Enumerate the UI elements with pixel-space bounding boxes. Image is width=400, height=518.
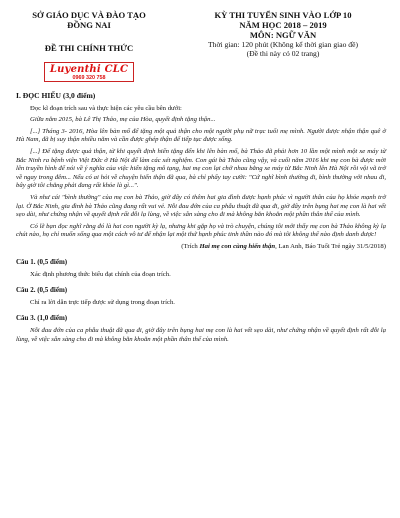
- passage-paragraph: Và như cái "bình thường" của mẹ con bà Thảo, giờ đây có thêm hai gia đình được hạnh phúc vì người thân của họ khỏe mạnh trở lại. Ở Bắc Ninh, gia đình bà Thảo cũng đang rất vui vẻ. Nỗi đau đớn của ca phẫu thuật đã qua đi, giờ đây trên bụng hai mẹ con là hai vết sẹo dài, như chứng nhận về quyết định rất đỗi lạ lùng, về việc sẵn sàng cho đi mà không băn khoăn một phần thân thể của mình.: [16, 193, 386, 219]
- luyenthi-logo: [44, 62, 134, 82]
- time-allowed: Thời gian: 120 phút (Không kể thời gian giao đề): [208, 40, 358, 49]
- instruction-text: Đọc kĩ đoạn trích sau và thực hiện các yêu cầu bên dưới:: [30, 104, 182, 112]
- question-text: Xác định phương thức biểu đạt chính của đoạn trích.: [30, 271, 171, 279]
- header-right: [178, 10, 388, 58]
- question-label: Câu 1. (0,5 điểm): [16, 257, 68, 266]
- passage-paragraph: [...] Để tặng được quả thận, từ khi quyết định hiến tặng đến khi lên bàn mổ, bà Thảo đã phải hơn 10 lần một mình một xe máy từ Bắc Ninh ra bệnh viện Việt Đức ở Hà Nội để làm các xét nghiệm. Con gái bà Thảo cũng vậy, và cuối năm 2016 khi mẹ con bà được mời lên truyền hình để nói về ý nghĩa của việc hiến tặng mô tạng, hai mẹ con lại chở nhau bằng xe máy từ Bắc Ninh lên Hà Nội rồi vội vã trở về ngay trong đêm... Nếu có ai hỏi về chuyện hiến thận đã qua, bà chỉ phẩy tay cười: "Cứ nghĩ bình thường đi, bình thường với nhau đi, bây giờ tôi chẳng phải đang rất khỏe là gì...".: [16, 147, 386, 190]
- section-title: I. ĐỌC HIỂU (3,0 điểm): [16, 91, 96, 100]
- passage-paragraph: Có lẽ bạn đọc nghĩ rằng đó là hai con người kỳ lạ, nhưng khi gặp họ và trò chuyện, chúng tôi mới thấy mẹ con bà Thảo không kỳ lạ chút nào, họ chỉ muốn sống qua một cách vô tư để nhận lại một thứ hạnh phúc tinh thần nào đó mà tôi không thể nào định danh được!: [16, 222, 386, 239]
- question-text: Chỉ ra lời dẫn trực tiếp được sử dụng trong đoạn trích.: [30, 299, 175, 307]
- subject-name: MÔN: NGỮ VĂN: [249, 30, 317, 40]
- department-name: SỞ GIÁO DỤC VÀ ĐÀO TẠO: [32, 10, 146, 20]
- source-prefix: (Trích: [181, 242, 200, 250]
- source-suffix: , Lan Anh, Báo Tuổi Trẻ ngày 31/5/2018): [275, 242, 386, 250]
- passage-intro: Giữa năm 2015, bà Lê Thị Thảo, mẹ của Hòa, quyết định tặng thận...: [30, 116, 216, 124]
- passage-source: [16, 243, 386, 252]
- exam-body: [16, 92, 386, 349]
- source-title: Hai mẹ con cùng hiến thận: [199, 242, 276, 250]
- school-year: NĂM HỌC 2018 – 2019: [239, 20, 327, 30]
- question-label: Câu 2. (0,5 điểm): [16, 285, 68, 294]
- passage-paragraph: [...] Tháng 3- 2016, Hòa lên bàn mổ để tặng một quả thận cho một người phụ nữ trạc tuổi mẹ mình. Người được nhận thận quê ở Hà Nam, đã bị suy thận nhiều năm và cần được ghép thận để tiếp tục được sống.: [16, 127, 386, 144]
- page-count-note: (Đề thi này có 02 trang): [246, 49, 320, 58]
- logo-phone: 0969 320 758: [72, 75, 106, 81]
- exam-header: [0, 10, 400, 84]
- question-label: Câu 3. (1,0 điểm): [16, 313, 68, 322]
- question-text: Nỗi đau đớn của ca phẫu thuật đã qua đi, giờ đây trên bụng hai mẹ con là hai vết sẹo dài, như chứng nhận về quyết định rất đỗi lạ lùng, về việc sẵn sàng cho đi mà không băn khoăn một phần thân thể của mình.: [16, 327, 386, 344]
- official-exam-label: ĐỀ THI CHÍNH THỨC: [44, 43, 134, 53]
- header-left: [14, 10, 164, 84]
- exam-name: KỲ THI TUYỂN SINH VÀO LỚP 10: [214, 10, 352, 20]
- logo-brand: Luyenthi CLC: [49, 64, 129, 75]
- province-name: ĐỒNG NAI: [67, 20, 111, 30]
